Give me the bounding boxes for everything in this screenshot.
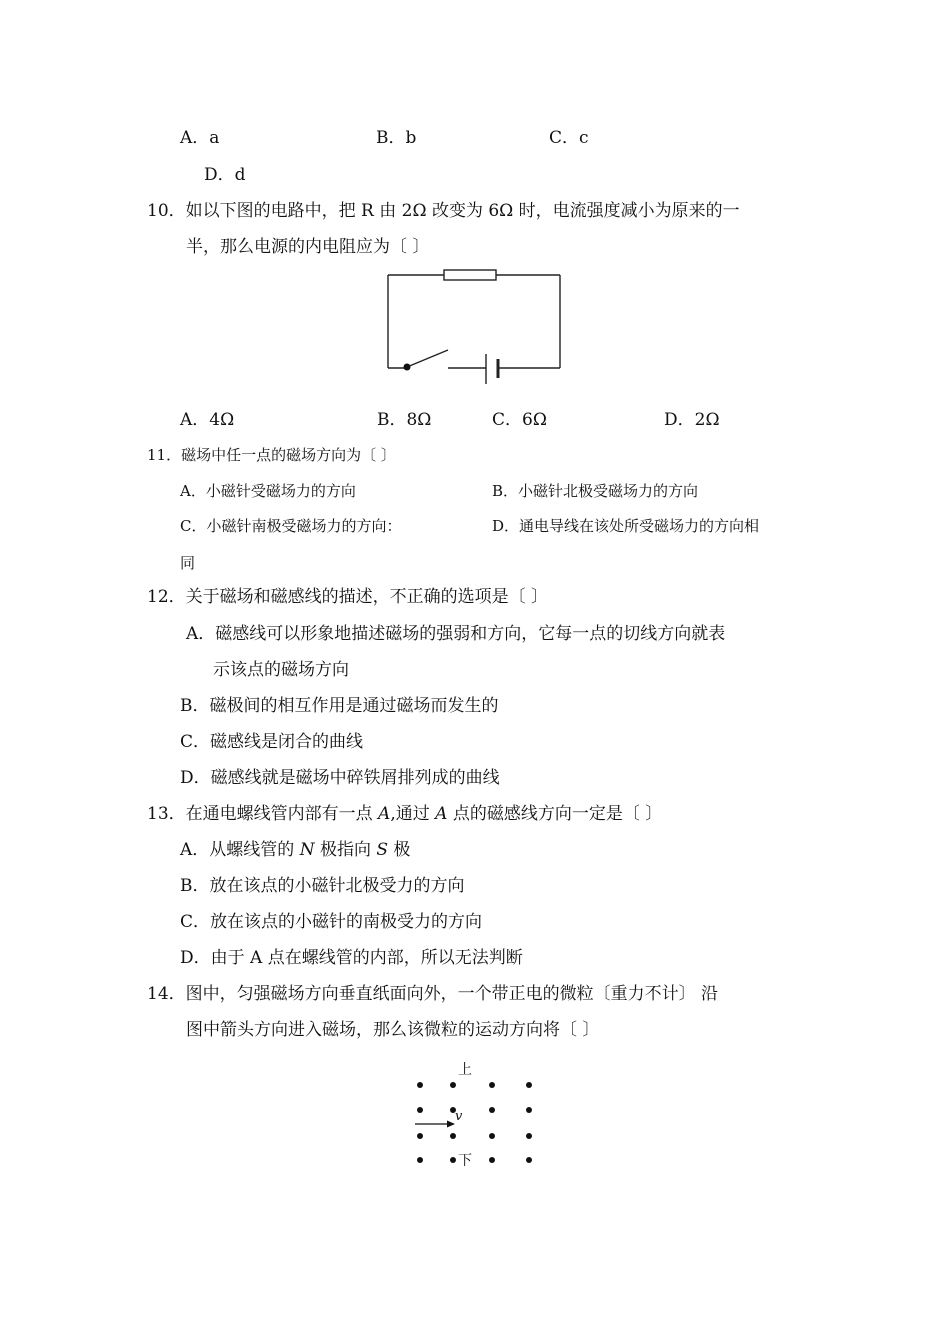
field-dot (526, 1107, 532, 1113)
field-dot (526, 1157, 532, 1163)
field-dot (417, 1107, 423, 1113)
q11-option-d-continued: 同 (180, 554, 196, 572)
q10-circuit-diagram (380, 266, 570, 396)
q10-stem-line1: 10．如以下图的电路中，把 R 由 2Ω 改变为 6Ω 时，电流强度减小为原来的一 (147, 201, 740, 221)
direction-label-down: 下 (458, 1153, 472, 1169)
field-dot (526, 1082, 532, 1088)
field-dot (489, 1107, 495, 1113)
field-dot (450, 1082, 456, 1088)
field-dot (526, 1133, 532, 1139)
field-dot (450, 1157, 456, 1163)
q10-option-b: B．8Ω (377, 410, 432, 430)
q13-option-a-post: 极 (388, 840, 411, 860)
q10-stem-line2: 半，那么电源的内电阻应为〔 〕 (186, 237, 430, 257)
switch-pivot-icon (404, 364, 411, 371)
q12-option-c: C．磁感线是闭合的曲线 (180, 732, 364, 752)
q14-magnetic-field-diagram (405, 1058, 545, 1178)
q13-stem-mid: ,通过 (390, 804, 436, 824)
q12-option-a-line2: 示该点的磁场方向 (213, 660, 349, 680)
resistor-icon (444, 270, 496, 280)
q11-stem: 11．磁场中任一点的磁场方向为〔 〕 (147, 446, 396, 464)
q13-option-b: B．放在该点的小磁针北极受力的方向 (180, 876, 465, 896)
q14-stem-line1: 14．图中，匀强磁场方向垂直纸面向外，一个带正电的微粒〔重力不计〕 沿 (147, 984, 719, 1004)
q13-option-c: C．放在该点的小磁针的南极受力的方向 (180, 912, 483, 932)
q9-option-a: A．a (180, 128, 220, 148)
field-dot (489, 1082, 495, 1088)
field-dot (417, 1133, 423, 1139)
velocity-arrowhead-icon (447, 1121, 455, 1128)
direction-label-up: 上 (458, 1062, 472, 1078)
q12-option-b: B．磁极间的相互作用是通过磁场而发生的 (180, 696, 499, 716)
field-dots-svg (405, 1058, 545, 1178)
q11-option-a: A．小磁针受磁场力的方向 (180, 482, 356, 500)
q12-option-a-line1: A．磁感线可以形象地描述磁场的强弱和方向，它每一点的切线方向就表 (186, 624, 726, 644)
q12-stem: 12．关于磁场和磁感线的描述，不正确的选项是〔 〕 (147, 587, 549, 607)
q13-stem-post: 点的磁感线方向一定是〔 〕 (447, 804, 663, 824)
q13-option-d: D．由于 A 点在螺线管的内部，所以无法判断 (180, 948, 523, 968)
q10-option-c: C．6Ω (492, 410, 547, 430)
q13-point-a: A (378, 804, 391, 824)
field-dot (450, 1133, 456, 1139)
field-dot (489, 1133, 495, 1139)
q9-option-b: B．b (376, 128, 417, 148)
q13-option-a-mid: 极指向 (314, 840, 377, 860)
field-dot (417, 1157, 423, 1163)
switch-icon (407, 350, 448, 367)
q11-option-b: B．小磁针北极受磁场力的方向 (492, 482, 699, 500)
q10-option-a: A．4Ω (180, 410, 235, 430)
q11-option-d: D．通电导线在该处所受磁场力的方向相 (492, 517, 760, 535)
q13-option-a-s: S (376, 840, 389, 860)
q14-stem-line2: 图中箭头方向进入磁场，那么该微粒的运动方向将〔 〕 (186, 1020, 600, 1040)
q11-option-c: C．小磁针南极受磁场力的方向： (180, 517, 402, 535)
q13-option-a (180, 839, 410, 861)
q9-option-c: C．c (549, 128, 589, 148)
q12-option-d: D．磁感线就是磁场中碎铁屑排列成的曲线 (180, 768, 500, 788)
q13-stem-pre: 13．在通电螺线管内部有一点 (147, 804, 379, 824)
field-dot (489, 1157, 495, 1163)
q13-stem (147, 803, 662, 825)
velocity-label: v (455, 1109, 463, 1124)
q9-option-d: D．d (204, 165, 246, 185)
q13-option-a-n: N (299, 840, 315, 860)
q13-option-a-pre: A．从螺线管的 (180, 840, 300, 860)
q13-point-a-2: A (435, 804, 448, 824)
q10-option-d: D．2Ω (664, 410, 720, 430)
field-dot (417, 1082, 423, 1088)
